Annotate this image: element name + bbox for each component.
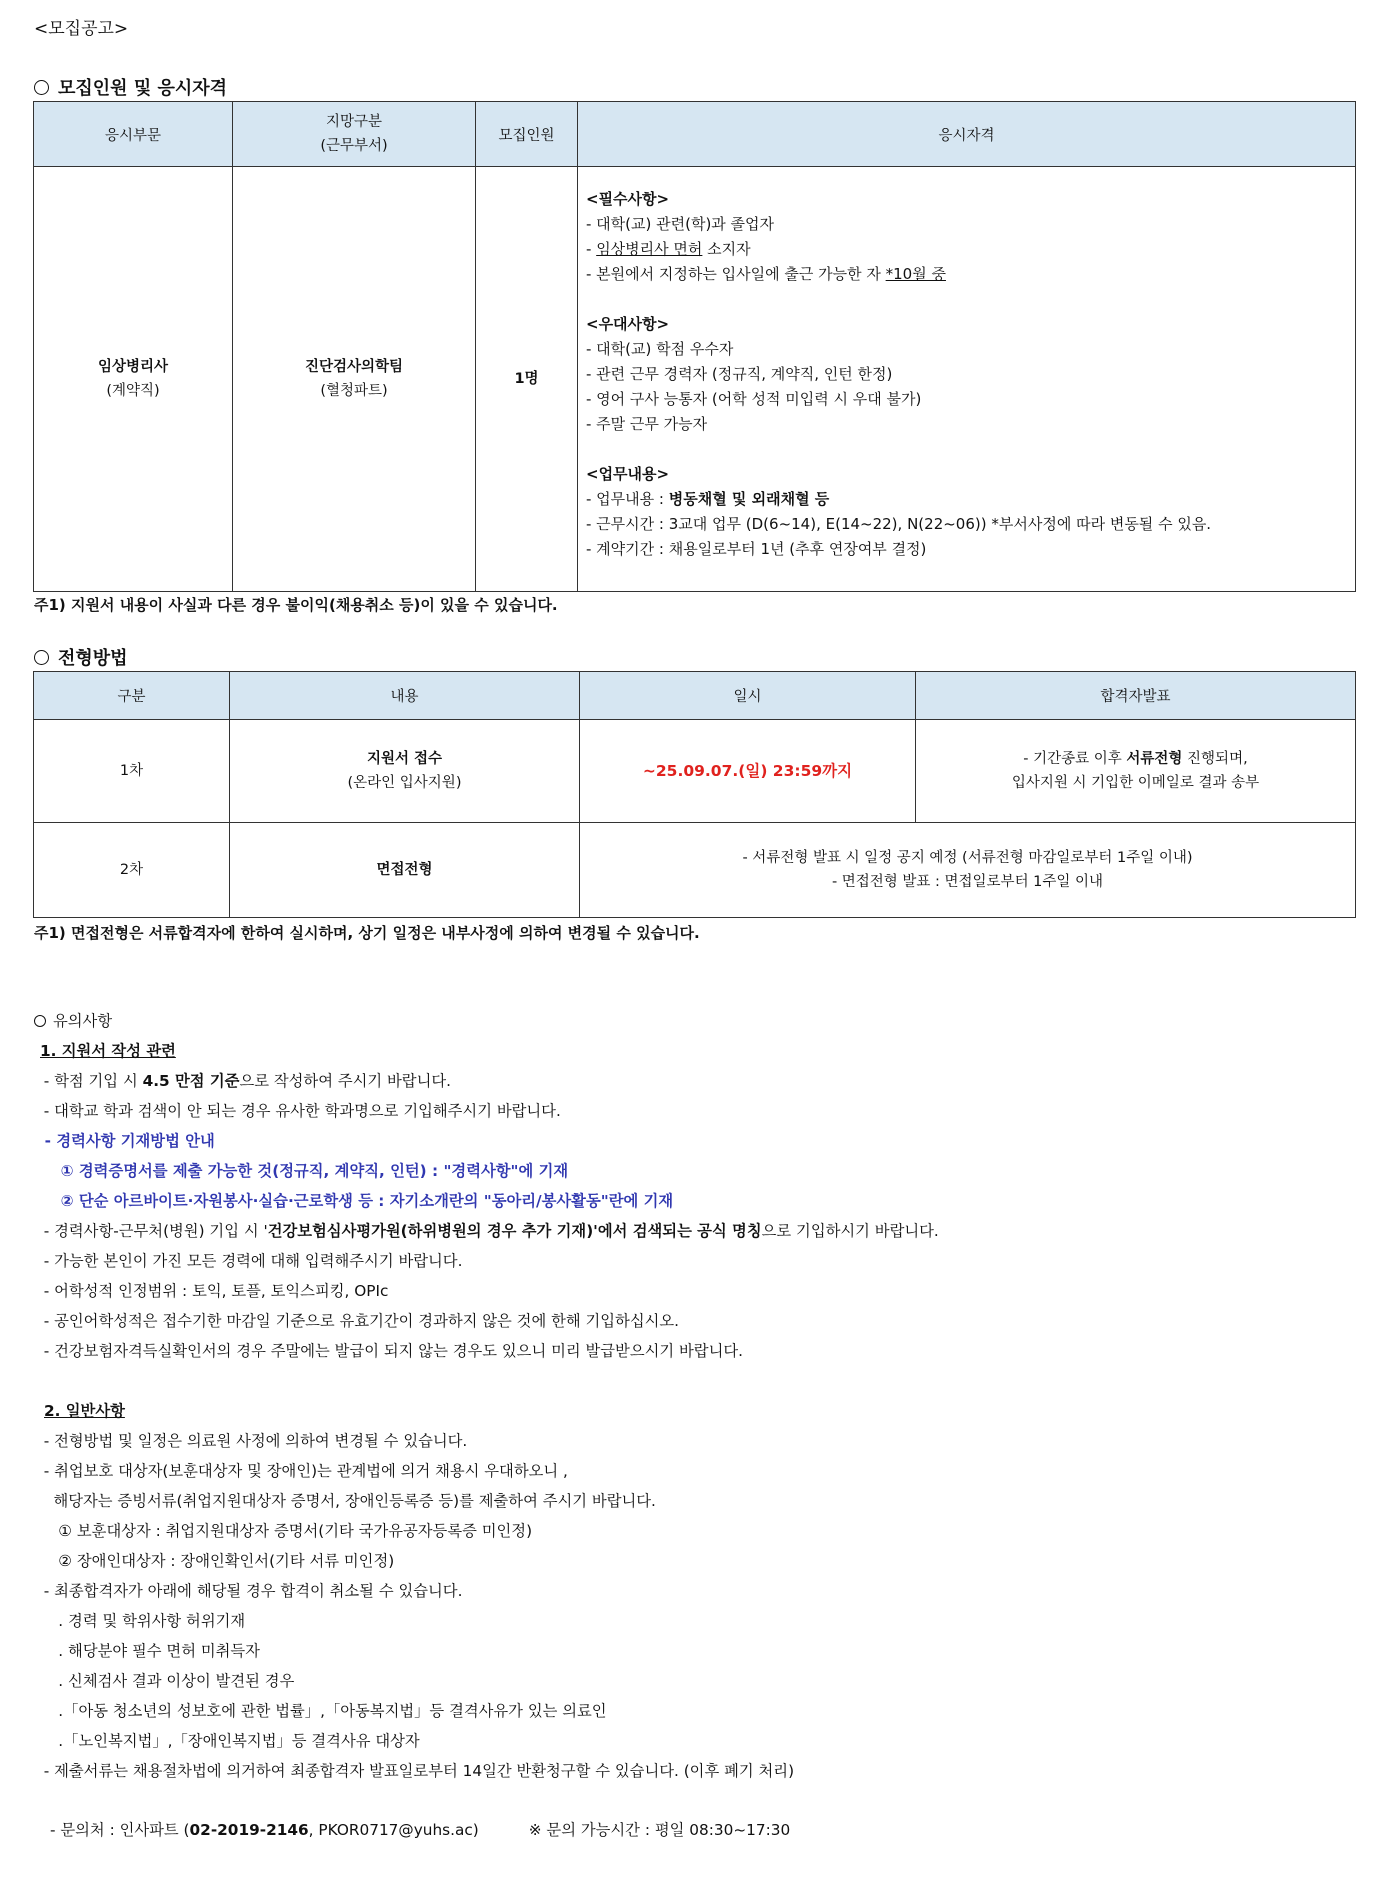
contact-phone: 02-2019-2146 xyxy=(189,1821,309,1839)
notes-s2-l9: . 신체검사 결과 이상이 발견된 경우 xyxy=(34,1672,295,1690)
col-header-team xyxy=(233,102,476,167)
contact-line xyxy=(50,1818,790,1840)
notes-s1-l6 xyxy=(34,1216,939,1246)
notes-s2-l2: - 취업보호 대상자(보훈대상자 및 장애인)는 관계법에 의거 채용시 우대하오니 , xyxy=(34,1462,568,1480)
duty-1-prefix: - 업무내용 : xyxy=(586,490,669,508)
cell-content-2: 면접전형 xyxy=(230,823,580,918)
result-1-line1 xyxy=(916,747,1355,771)
col-header-date: 일시 xyxy=(580,672,916,720)
pref-3: - 영어 구사 능통자 (어학 성적 미입력 시 우대 불가) xyxy=(586,390,922,408)
notes-s2-l4: ① 보훈대상자 : 취업지원대상자 증명서(기타 국가유공자등록증 미인정) xyxy=(34,1522,533,1540)
qualification-table xyxy=(33,101,1356,592)
col-header-result: 합격자발표 xyxy=(916,672,1356,720)
dept-name: 임상병리사 xyxy=(97,359,169,375)
section1-note: 주1) 지원서 내용이 사실과 다른 경우 불이익(채용취소 등)이 있을 수 있습니다. xyxy=(34,596,558,614)
contact-hours: ※ 문의 가능시간 : 평일 08:30~17:30 xyxy=(528,1821,791,1839)
duty-title: <업무내용> xyxy=(586,465,670,483)
contact-email: , PKOR0717@yuhs.ac) xyxy=(308,1821,479,1839)
notes-s1-l8: - 어학성적 인정범위 : 토익, 토플, 토익스피킹, OPIc xyxy=(34,1282,389,1300)
notes-s1-l4: ① 경력증명서를 제출 가능한 것(정규직, 계약직, 인턴) : "경력사항"에 기재 xyxy=(34,1162,569,1180)
notes-s2-l3: 해당자는 증빙서류(취업지원대상자 증명서, 장애인등록증 등)를 제출하여 주시기 바랍니다. xyxy=(34,1492,656,1510)
section1-title xyxy=(34,74,227,100)
req-1: - 대학(교) 관련(학)과 졸업자 xyxy=(586,215,775,233)
col-header-team-l2: (근무부서) xyxy=(320,138,388,154)
notes-s1-l5: ② 단순 아르바이트·자원봉사·실습·근로학생 등 : 자기소개란의 "동아리/봉사활동"란에 기재 xyxy=(34,1192,674,1210)
notes-s2-title-text: 2. 일반사항 xyxy=(44,1402,125,1420)
notes-s2-l11: .「노인복지법」,「장애인복지법」등 결격사유 대상자 xyxy=(34,1732,420,1750)
req-2-underline: 임상병리사 면허 xyxy=(596,240,703,258)
pref-2: - 관련 근무 경력자 (정규직, 계약직, 인턴 한정) xyxy=(586,365,893,383)
duty-2: - 근무시간 : 3교대 업무 (D(6~14), E(14~22), N(22~06)) *부서사정에 따라 변동될 수 있음. xyxy=(586,515,1212,533)
cell-result-2 xyxy=(580,823,1356,918)
req-2 xyxy=(586,237,1355,262)
content-1-sub: (온라인 입사지원) xyxy=(347,775,462,791)
cell-stage-2: 2차 xyxy=(34,823,230,918)
req-3 xyxy=(586,262,1355,287)
notes-s1-l6-bold: 건강보험심사평가원(하위병원의 경우 추가 기재)'에서 검색되는 공식 명칭 xyxy=(267,1222,762,1240)
col-header-stage: 구분 xyxy=(34,672,230,720)
col-header-count: 모집인원 xyxy=(476,102,578,167)
cell-count: 1명 xyxy=(476,167,578,592)
notes-s1-l1-suffix: 으로 작성하여 주시기 바랍니다. xyxy=(239,1072,452,1090)
notes-s2-l5: ② 장애인대상자 : 장애인확인서(기타 서류 미인정) xyxy=(34,1552,395,1570)
notes-s2-l12: - 제출서류는 채용절차법에 의거하여 최종합격자 발표일로부터 14일간 반환청구할 수 있습니다. (이후 폐기 처리) xyxy=(34,1762,795,1780)
notes-s1-title-text: 1. 지원서 작성 관련 xyxy=(40,1042,176,1060)
result-1-prefix: - 기간종료 이후 xyxy=(1023,751,1127,767)
notes-s2-l10: .「아동 청소년의 성보호에 관한 법률」,「아동복지법」등 결격사유가 있는 의료인 xyxy=(34,1702,607,1720)
duty-1-bold: 병동채혈 및 외래채혈 등 xyxy=(668,490,830,508)
contact-prefix: - 문의처 : 인사파트 ( xyxy=(50,1821,190,1839)
circle-icon xyxy=(34,1015,46,1027)
cell-date-1: ~25.09.07.(일) 23:59까지 xyxy=(580,720,916,823)
cell-qualification xyxy=(578,167,1356,592)
section2-title-text: 전형방법 xyxy=(58,648,128,669)
result-2-line2: - 면접전형 발표 : 면접일로부터 1주일 이내 xyxy=(831,874,1104,890)
notes-s1-l1 xyxy=(34,1066,939,1096)
notes-s2-l1: - 전형방법 및 일정은 의료원 사정에 의하여 변경될 수 있습니다. xyxy=(34,1432,468,1450)
req-2-prefix: - xyxy=(586,240,597,258)
pref-4: - 주말 근무 가능자 xyxy=(586,415,708,433)
notes-title-text: 유의사항 xyxy=(53,1012,113,1030)
circle-icon xyxy=(34,650,49,665)
result-2-line1: - 서류전형 발표 시 일정 공지 예정 (서류전형 마감일로부터 1주일 이내) xyxy=(742,850,1193,866)
notes-s1-title xyxy=(34,1036,939,1066)
dept-type: (계약직) xyxy=(106,383,160,399)
notes-section xyxy=(34,1006,939,1786)
table-row xyxy=(34,823,1356,918)
notes-s1-l7: - 가능한 본인이 가진 모든 경력에 대해 입력해주시기 바랍니다. xyxy=(34,1252,463,1270)
req-2-suffix: 소지자 xyxy=(702,240,751,258)
team-name: 진단검사의학팀 xyxy=(304,359,404,375)
notes-s1-l2: - 대학교 학과 검색이 안 되는 경우 유사한 학과명으로 기입해주시기 바랍니다. xyxy=(34,1102,561,1120)
circle-icon xyxy=(34,80,49,95)
section1-title-text: 모집인원 및 응시자격 xyxy=(58,78,228,99)
selection-table xyxy=(33,671,1356,918)
result-1-bold: 서류전형 xyxy=(1126,751,1183,767)
section2-title xyxy=(34,644,128,670)
result-1-line2: 입사지원 시 기입한 이메일로 결과 송부 xyxy=(1011,775,1260,791)
cell-team xyxy=(233,167,476,592)
notes-s2-title xyxy=(34,1396,939,1426)
req-title: <필수사항> xyxy=(586,190,670,208)
content-1-main: 지원서 접수 xyxy=(366,751,443,767)
notes-title xyxy=(34,1006,939,1036)
pref-title: <우대사항> xyxy=(586,315,670,333)
col-header-dept: 응시부문 xyxy=(34,102,233,167)
notes-s1-l1-bold: 4.5 만점 기준 xyxy=(142,1072,240,1090)
duty-3: - 계약기간 : 채용일로부터 1년 (추후 연장여부 결정) xyxy=(586,540,927,558)
result-1-suffix: 진행되며, xyxy=(1182,751,1248,767)
cell-dept xyxy=(34,167,233,592)
pref-1: - 대학(교) 학점 우수자 xyxy=(586,340,734,358)
notes-s1-l9: - 공인어학성적은 접수기한 마감일 기준으로 유효기간이 경과하지 않은 것에 한해 기입하십시오. xyxy=(34,1312,680,1330)
notes-s2-l7: . 경력 및 학위사항 허위기재 xyxy=(34,1612,246,1630)
col-header-content: 내용 xyxy=(230,672,580,720)
team-part: (혈청파트) xyxy=(320,383,388,399)
duty-1 xyxy=(586,487,1355,512)
cell-content-1 xyxy=(230,720,580,823)
req-3-underline: *10월 중 xyxy=(885,265,946,283)
notes-s2-l6: - 최종합격자가 아래에 해당될 경우 합격이 취소될 수 있습니다. xyxy=(34,1582,463,1600)
col-header-qual: 응시자격 xyxy=(578,102,1356,167)
table-row xyxy=(34,167,1356,592)
notes-s1-l1-prefix: - 학점 기입 시 xyxy=(34,1072,143,1090)
notes-s1-l3: - 경력사항 기재방법 안내 xyxy=(34,1132,215,1150)
cell-stage-1: 1차 xyxy=(34,720,230,823)
page-header: <모집공고> xyxy=(34,19,129,39)
req-3-prefix: - 본원에서 지정하는 입사일에 출근 가능한 자 xyxy=(586,265,886,283)
section2-note: 주1) 면접전형은 서류합격자에 한하여 실시하며, 상기 일정은 내부사정에 의하여 변경될 수 있습니다. xyxy=(34,924,700,942)
notes-s1-l6-suffix: 으로 기입하시기 바랍니다. xyxy=(761,1222,939,1240)
table-row xyxy=(34,720,1356,823)
notes-s1-l6-prefix: - 경력사항-근무처(병원) 기입 시 ' xyxy=(34,1222,268,1240)
col-header-team-l1: 지망구분 xyxy=(325,114,383,130)
notes-s1-l10: - 건강보험자격득실확인서의 경우 주말에는 발급이 되지 않는 경우도 있으니 미리 발급받으시기 바랍니다. xyxy=(34,1342,743,1360)
notes-s2-l8: . 해당분야 필수 면허 미취득자 xyxy=(34,1642,260,1660)
cell-result-1 xyxy=(916,720,1356,823)
